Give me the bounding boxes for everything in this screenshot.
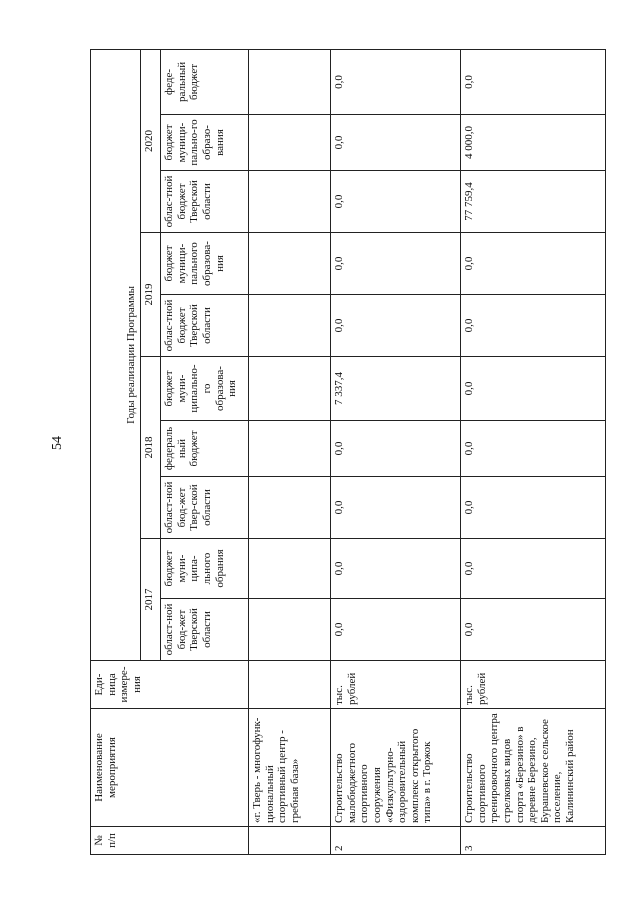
header-col: бюджет муници-пального образова-ния bbox=[161, 233, 249, 295]
row-value bbox=[249, 477, 331, 539]
row-num: 3 bbox=[461, 827, 606, 855]
row-num bbox=[249, 827, 331, 855]
header-col: бюджет муници-пально-го образо-вания bbox=[161, 115, 249, 171]
header-year-2020: 2020 bbox=[141, 49, 161, 232]
row-value: 7 337,4 bbox=[331, 357, 461, 421]
row-value: 0,0 bbox=[331, 171, 461, 233]
header-years-title: Годы реализации Программы bbox=[91, 49, 141, 660]
row-value bbox=[249, 171, 331, 233]
row-value: 0,0 bbox=[331, 599, 461, 661]
header-num: № п/п bbox=[91, 827, 249, 855]
table-row bbox=[331, 49, 461, 854]
row-value: 0,0 bbox=[461, 49, 606, 114]
header-year-2017: 2017 bbox=[141, 539, 161, 661]
row-unit: тыс. рублей bbox=[461, 661, 606, 709]
header-col: област-ной бюд-жет Твер-ской области bbox=[161, 477, 249, 539]
row-value: 4 000,0 bbox=[461, 115, 606, 171]
header-col: облас-тной бюджет Тверской области bbox=[161, 295, 249, 357]
row-value bbox=[249, 539, 331, 599]
row-value: 0,0 bbox=[331, 539, 461, 599]
row-value: 0,0 bbox=[461, 421, 606, 477]
row-value bbox=[249, 357, 331, 421]
row-value: 0,0 bbox=[461, 539, 606, 599]
row-value: 77 759,4 bbox=[461, 171, 606, 233]
row-name: Строительство спортивного тренировочного центра стрелковых видов спорта «Березино» в деревне Березино, Бурашевское сельское поселение, Калининский район bbox=[461, 709, 606, 827]
header-name: Наименование мероприятия bbox=[91, 709, 249, 827]
row-value bbox=[249, 115, 331, 171]
program-table-wrapper bbox=[90, 50, 605, 855]
row-value: 0,0 bbox=[331, 233, 461, 295]
page-number: 54 bbox=[50, 436, 65, 450]
header-col: област-ной бюд-жет Тверской области bbox=[161, 599, 249, 661]
row-value: 0,0 bbox=[461, 357, 606, 421]
table-row bbox=[461, 49, 606, 854]
row-name: «г. Тверь - многофунк-циональный спортивный центр - гребная база» bbox=[249, 709, 331, 827]
header-unit: Еди-ница измере-ния bbox=[91, 661, 249, 709]
row-value bbox=[249, 599, 331, 661]
row-num: 2 bbox=[331, 827, 461, 855]
header-col: бюджет муни-ципально-го образова-ния bbox=[161, 357, 249, 421]
row-value: 0,0 bbox=[331, 421, 461, 477]
header-col: облас-тной бюджет Тверской области bbox=[161, 171, 249, 233]
row-unit bbox=[249, 661, 331, 709]
header-col: феде-ральный бюджет bbox=[161, 49, 249, 114]
row-value: 0,0 bbox=[461, 477, 606, 539]
program-table bbox=[90, 49, 606, 855]
row-value bbox=[249, 421, 331, 477]
row-value: 0,0 bbox=[331, 49, 461, 114]
row-value: 0,0 bbox=[331, 477, 461, 539]
table-row bbox=[249, 49, 331, 854]
header-year-2019: 2019 bbox=[141, 233, 161, 357]
row-value bbox=[249, 49, 331, 114]
row-unit: тыс. рублей bbox=[331, 661, 461, 709]
row-value bbox=[249, 233, 331, 295]
row-name: Строительство малобюджетного спортивного сооружения «Физкультурно-оздоровительный комплекс открытого типа» в г. Торжок bbox=[331, 709, 461, 827]
row-value: 0,0 bbox=[331, 295, 461, 357]
row-value bbox=[249, 295, 331, 357]
row-value: 0,0 bbox=[461, 233, 606, 295]
row-value: 0,0 bbox=[461, 599, 606, 661]
header-col: федераль ный бюджет bbox=[161, 421, 249, 477]
header-year-2018: 2018 bbox=[141, 357, 161, 539]
row-value: 0,0 bbox=[461, 295, 606, 357]
row-value: 0,0 bbox=[331, 115, 461, 171]
header-col: бюджет муни-ципа-льного обрания bbox=[161, 539, 249, 599]
